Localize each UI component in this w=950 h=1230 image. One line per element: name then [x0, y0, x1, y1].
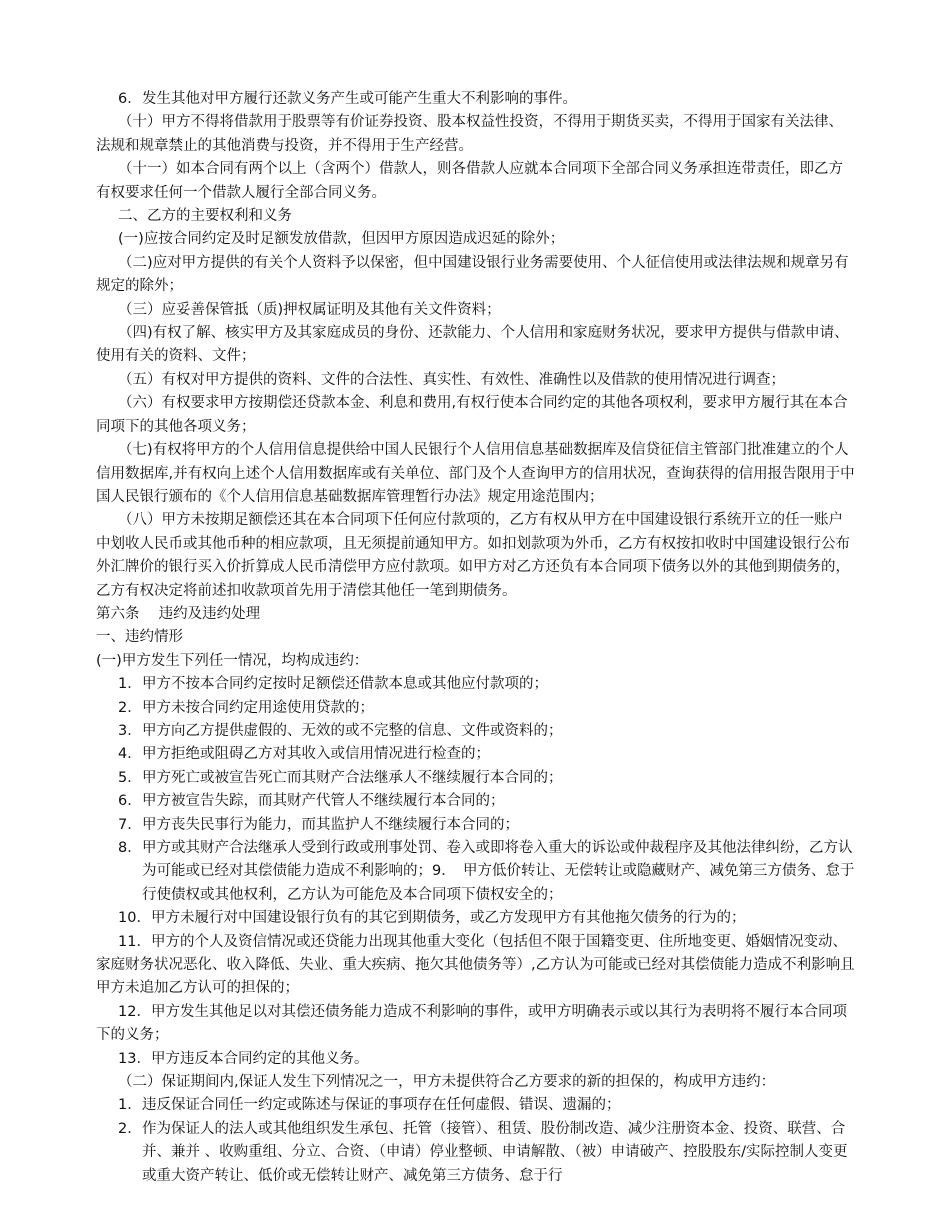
item-number: 6． — [118, 793, 142, 810]
party-b-right-2: （二)应对甲方提供的有关个人资料予以保密，但中国建设银行业务需要使用、个人征信使用或法律法规和规章另有规定的除外； — [96, 254, 849, 295]
guarantor-item-2 — [96, 1118, 856, 1188]
item-number: 1． — [118, 676, 142, 693]
default-item-7 — [96, 814, 856, 837]
default-item-12: 12．甲方发生其他足以对其偿还债务能力造成不利影响的事件，或甲方明确表示或以其行为表明将不履行本合同项下的义务； — [96, 1003, 847, 1044]
clause-11: （十一）如本合同有两个以上（含两个）借款人，则各借款人应就本合同项下全部合同义务承担连带责任，即乙方有权要求任何一个借款人履行全部合同义务。 — [96, 161, 843, 201]
item-number: 6． — [118, 91, 142, 107]
party-b-right-8: （八）甲方未按期足额偿还其在本合同项下任何应付款项的，乙方有权从甲方在中国建设银行系统开立的任一账户中划收人民币或其他币种的相应款项，且无须提前通知甲方。如扣划款项为外币，乙方有权按扣收时中国建设银行公布外汇牌价的银行买入价折算成人民币清偿甲方应付款项。如甲方对乙方还负有本合同项下债务以外的其他到期债务的，乙方有权决定将前述扣收款项首先用于清偿其他任一笔到期债务。 — [96, 512, 850, 599]
item-text: 甲方丧失民事行为能力，而其监护人不继续履行本合同的； — [142, 816, 519, 833]
default-item-2 — [96, 697, 856, 720]
article-6-title: 第六条 违约及违约处理 — [96, 605, 261, 622]
default-item-10: 10．甲方未履行对中国建设银行负有的其它到期债务，或乙方发现甲方有其他拖欠债务的行为的； — [118, 910, 746, 927]
default-item-1 — [96, 673, 856, 696]
party-b-right-1: (一)应按合同约定及时足额发放借款，但因甲方原因造成迟延的除外； — [118, 231, 565, 248]
item-text: 违反保证合同任一约定或陈述与保证的事项存在任何虚假、错误、遗漏的； — [142, 1097, 621, 1114]
default-item-4 — [96, 743, 856, 766]
clause-10: （十）甲方不得将借款用于股票等有价证券投资、股本权益性投资，不得用于期货买卖，不得用于国家有关法律、法规和规章禁止的其他消费与投资，并不得用于生产经营。 — [96, 114, 843, 154]
item-number: 7． — [118, 816, 142, 833]
item-number: 2． — [118, 1120, 142, 1137]
item-text: 甲方向乙方提供虚假的、无效的或不完整的信息、文件或资料的； — [142, 722, 563, 739]
guarantor-item-1 — [96, 1094, 856, 1117]
item-text: 作为保证人的法人或其他组织发生承包、托管（接管）、租赁、股份制改造、减少注册资本金、投资、联营、合并、兼并 、收购重组、分立、合资、（申请）停业整顿、申请解散、（被）申请破产、控股股东/实际控制人变更或重大资产转让、低价或无偿转让财产、减免第三方债务、怠于行 — [142, 1120, 848, 1184]
default-item-6 — [96, 790, 856, 813]
party-b-right-6: （六）有权要求甲方按期偿还贷款本金、利息和费用,有权行使本合同约定的其他各项权利，要求甲方履行其在本合同项下的其他各项义务； — [96, 395, 848, 435]
item-number: 5． — [118, 769, 142, 786]
party-b-right-7: （七)有权将甲方的个人信用信息提供给中国人民银行个人信用信息基础数据库及信贷征信主管部门批准建立的个人信用数据库,并有权向上述个人信用数据库或有关单位、部门及个人查询甲方的信用状况，查询获得的信用报告限用于中国人民银行颁布的《个人信用信息基础数据库管理暂行办法》规定用途范围内； — [96, 442, 855, 505]
party-b-right-4: （四)有权了解、核实甲方及其家庭成员的身份、还款能力、个人信用和家庭财务状况，要求甲方提供与借款申请、使用有关的资料、文件； — [96, 325, 849, 365]
item-number: 2． — [118, 699, 142, 716]
item-number: 3． — [118, 722, 142, 739]
item-text: 甲方或其财产合法继承人受到行政或刑事处罚、卷入或即将卷入重大的诉讼或仲裁程序及其他法律纠纷，乙方认为可能或已经对其偿债能力造成不利影响的；9． 甲方低价转让、无偿转让或隐藏财产、减免第三方债务、怠于行使债权或其他权利，乙方认为可能危及本合同项下债权安全的； — [142, 840, 855, 903]
item-text: 发生其他对甲方履行还款义务产生或可能产生重大不利影响的事件。 — [142, 91, 577, 107]
default-item-13: 13．甲方违反本合同约定的其他义务。 — [118, 1050, 369, 1067]
default-item-5 — [96, 767, 856, 790]
item-text: 甲方拒绝或阻碍乙方对其收入或信用情况进行检查的； — [142, 746, 490, 763]
default-item-11: 11．甲方的个人及资信情况或还贷能力出现其他重大变化（包括但不限于国籍变更、住所地变更、婚姻情况变动、家庭财务状况恶化、收入降低、失业、重大疾病、拖欠其他债务等）,乙方认为可能或已经对其偿债能力造成不利影响且甲方未追加乙方认可的担保的； — [96, 933, 855, 997]
party-b-right-3: （三）应妥善保管抵（质)押权属证明及其他有关文件资料； — [118, 301, 501, 318]
party-b-right-5: （五）有权对甲方提供的资料、文件的合法性、真实性、有效性、准确性以及借款的使用情况进行调查； — [118, 371, 785, 388]
item-number: 1． — [118, 1097, 142, 1114]
item-text: 甲方死亡或被宣告死亡而其财产合法继承人不继续履行本合同的； — [142, 769, 563, 786]
contract-body — [96, 88, 856, 1188]
item-text: 甲方被宣告失踪，而其财产代管人不继续履行本合同的； — [142, 793, 505, 810]
item-number: 4． — [118, 746, 142, 763]
item-text: 甲方未按合同约定用途使用贷款的； — [142, 699, 374, 716]
default-item-3 — [96, 720, 856, 743]
default-clause-2-intro: （二）保证期间内,保证人发生下列情况之一，甲方未提供符合乙方要求的新的担保的，构成甲方违约： — [118, 1074, 776, 1091]
section-heading-party-b: 二、乙方的主要权利和义务 — [118, 208, 292, 225]
section-heading-default: 一、违约情形 — [96, 629, 183, 646]
default-clause-1-intro: (一)甲方发生下列任一情况，均构成违约： — [96, 652, 369, 669]
clause-item-6 — [96, 88, 856, 111]
default-item-8-9 — [96, 837, 856, 907]
item-number: 8． — [118, 840, 142, 856]
item-text: 甲方不按本合同约定按时足额偿还借款本息或其他应付款项的； — [142, 676, 548, 693]
